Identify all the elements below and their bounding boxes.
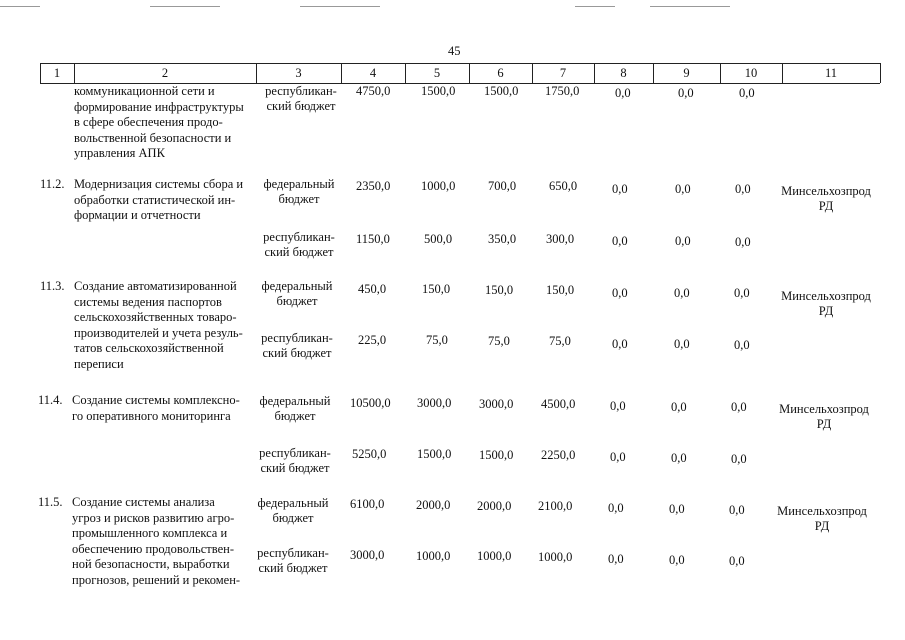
- cell-value: 1500,0: [484, 84, 519, 98]
- cell-value: 0,0: [671, 451, 687, 465]
- scan-mark: [650, 6, 730, 7]
- cell-value: 75,0: [488, 334, 510, 348]
- funding-source: федеральный бюджет: [257, 496, 329, 525]
- funding-source: республикан- ский бюджет: [257, 546, 329, 575]
- cell-value: 6100,0: [350, 497, 385, 511]
- cell-value: 10500,0: [350, 396, 391, 410]
- cell-value: 0,0: [734, 338, 750, 352]
- cell-value: 700,0: [488, 179, 517, 193]
- cell-value: 300,0: [546, 232, 575, 246]
- header-col-9: 9: [683, 66, 690, 80]
- cell-value: 75,0: [426, 333, 448, 347]
- cell-value: 1500,0: [417, 447, 452, 461]
- header-col-8: 8: [620, 66, 627, 80]
- row-description: Создание автоматизированной системы ведения паспортов сельскохозяйственных товаро- производителей и учета резуль- татов сельскохозяйственной переписи: [74, 279, 243, 371]
- cell-value: 1000,0: [538, 550, 573, 564]
- cell-value: 0,0: [612, 286, 628, 300]
- header-col-1: 1: [53, 66, 61, 80]
- funding-source: республикан- ский бюджет: [261, 331, 333, 360]
- cell-value: 4750,0: [356, 84, 391, 98]
- cell-value: 1000,0: [477, 549, 512, 563]
- header-col-10: 10: [744, 66, 758, 80]
- cell-value: 1500,0: [421, 84, 456, 98]
- scan-mark: [575, 6, 615, 7]
- header-col-11: 11: [824, 66, 838, 80]
- header-col-3: 3: [295, 66, 302, 80]
- cell-value: 0,0: [735, 235, 751, 249]
- cell-value: 2000,0: [477, 499, 512, 513]
- cell-value: 0,0: [669, 553, 685, 567]
- row-description: коммуникационной сети и формирование инфраструктуры в сфере обеспечения продо- вольственной безопасности и управления АПК: [74, 84, 244, 160]
- cell-value: 650,0: [549, 179, 578, 193]
- header-col-2: 2: [161, 66, 169, 80]
- row-description: Создание системы комплексно- го оперативного мониторинга: [72, 393, 240, 423]
- cell-value: 0,0: [612, 234, 628, 248]
- cell-value: 0,0: [729, 503, 745, 517]
- scan-mark: [300, 6, 380, 7]
- cell-value: 1150,0: [356, 232, 390, 246]
- funding-source: республикан- ский бюджет: [265, 84, 337, 113]
- scan-mark: [150, 6, 220, 7]
- cell-value: 2100,0: [538, 499, 573, 513]
- cell-value: 3000,0: [350, 548, 385, 562]
- cell-value: 0,0: [608, 552, 624, 566]
- cell-value: 0,0: [675, 234, 691, 248]
- cell-value: 1000,0: [421, 179, 456, 193]
- cell-value: 150,0: [485, 283, 514, 297]
- cell-value: 0,0: [610, 450, 626, 464]
- cell-value: 2000,0: [416, 498, 451, 512]
- cell-value: 225,0: [358, 333, 387, 347]
- cell-value: 1500,0: [479, 448, 514, 462]
- row-description: Создание системы анализа угроз и рисков развитию агро- промышленного комплекса и обеспечению продовольствен- ной безопасности, выработки прогнозов, решений и рекомен-: [72, 495, 241, 587]
- cell-value: 0,0: [729, 554, 745, 568]
- cell-value: 0,0: [739, 86, 755, 100]
- cell-value: 5250,0: [352, 447, 387, 461]
- header-col-4: 4: [369, 66, 377, 80]
- row-number: 11.5.: [38, 495, 63, 509]
- funding-source: республикан- ский бюджет: [263, 230, 335, 259]
- cell-value: 0,0: [678, 86, 694, 100]
- cell-value: 0,0: [669, 502, 685, 516]
- cell-value: 2350,0: [356, 179, 391, 193]
- cell-value: 1000,0: [416, 549, 451, 563]
- header-col-5: 5: [433, 66, 441, 80]
- cell-value: 0,0: [671, 400, 687, 414]
- page-number: 45: [448, 44, 461, 58]
- cell-value: 0,0: [735, 182, 751, 196]
- cell-value: 150,0: [422, 282, 451, 296]
- cell-value: 500,0: [424, 232, 453, 246]
- cell-value: 4500,0: [541, 397, 576, 411]
- row-number: 11.2.: [40, 177, 65, 191]
- cell-value: 75,0: [549, 334, 571, 348]
- funding-source: федеральный бюджет: [261, 279, 333, 308]
- cell-value: 0,0: [674, 286, 690, 300]
- cell-value: 3000,0: [479, 397, 514, 411]
- cell-value: 450,0: [358, 282, 387, 296]
- cell-value: 0,0: [734, 286, 750, 300]
- funding-source: федеральный бюджет: [263, 177, 335, 206]
- cell-value: 0,0: [608, 501, 624, 515]
- executor: Минсельхозпрод РД: [777, 504, 867, 533]
- header-col-7: 7: [559, 66, 567, 80]
- cell-value: 0,0: [612, 182, 628, 196]
- header-col-6: 6: [497, 66, 504, 80]
- cell-value: 3000,0: [417, 396, 452, 410]
- cell-value: 0,0: [731, 452, 747, 466]
- row-description: Модернизация системы сбора и обработки статистической ин- формации и отчетности: [74, 177, 244, 222]
- cell-value: 0,0: [675, 182, 691, 196]
- cell-value: 150,0: [546, 283, 575, 297]
- executor: Минсельхозпрод РД: [781, 289, 871, 318]
- scan-mark: [0, 6, 40, 7]
- executor: Минсельхозпрод РД: [779, 402, 869, 431]
- cell-value: 0,0: [731, 400, 747, 414]
- cell-value: 1750,0: [545, 84, 580, 98]
- cell-value: 0,0: [610, 399, 626, 413]
- executor: Минсельхозпрод РД: [781, 184, 871, 213]
- funding-source: республикан- ский бюджет: [259, 446, 331, 475]
- row-number: 11.4.: [38, 393, 63, 407]
- cell-value: 0,0: [615, 86, 631, 100]
- cell-value: 0,0: [612, 337, 628, 351]
- cell-value: 2250,0: [541, 448, 576, 462]
- funding-source: федеральный бюджет: [259, 394, 331, 423]
- row-number: 11.3.: [40, 279, 65, 293]
- cell-value: 0,0: [674, 337, 690, 351]
- cell-value: 350,0: [488, 232, 517, 246]
